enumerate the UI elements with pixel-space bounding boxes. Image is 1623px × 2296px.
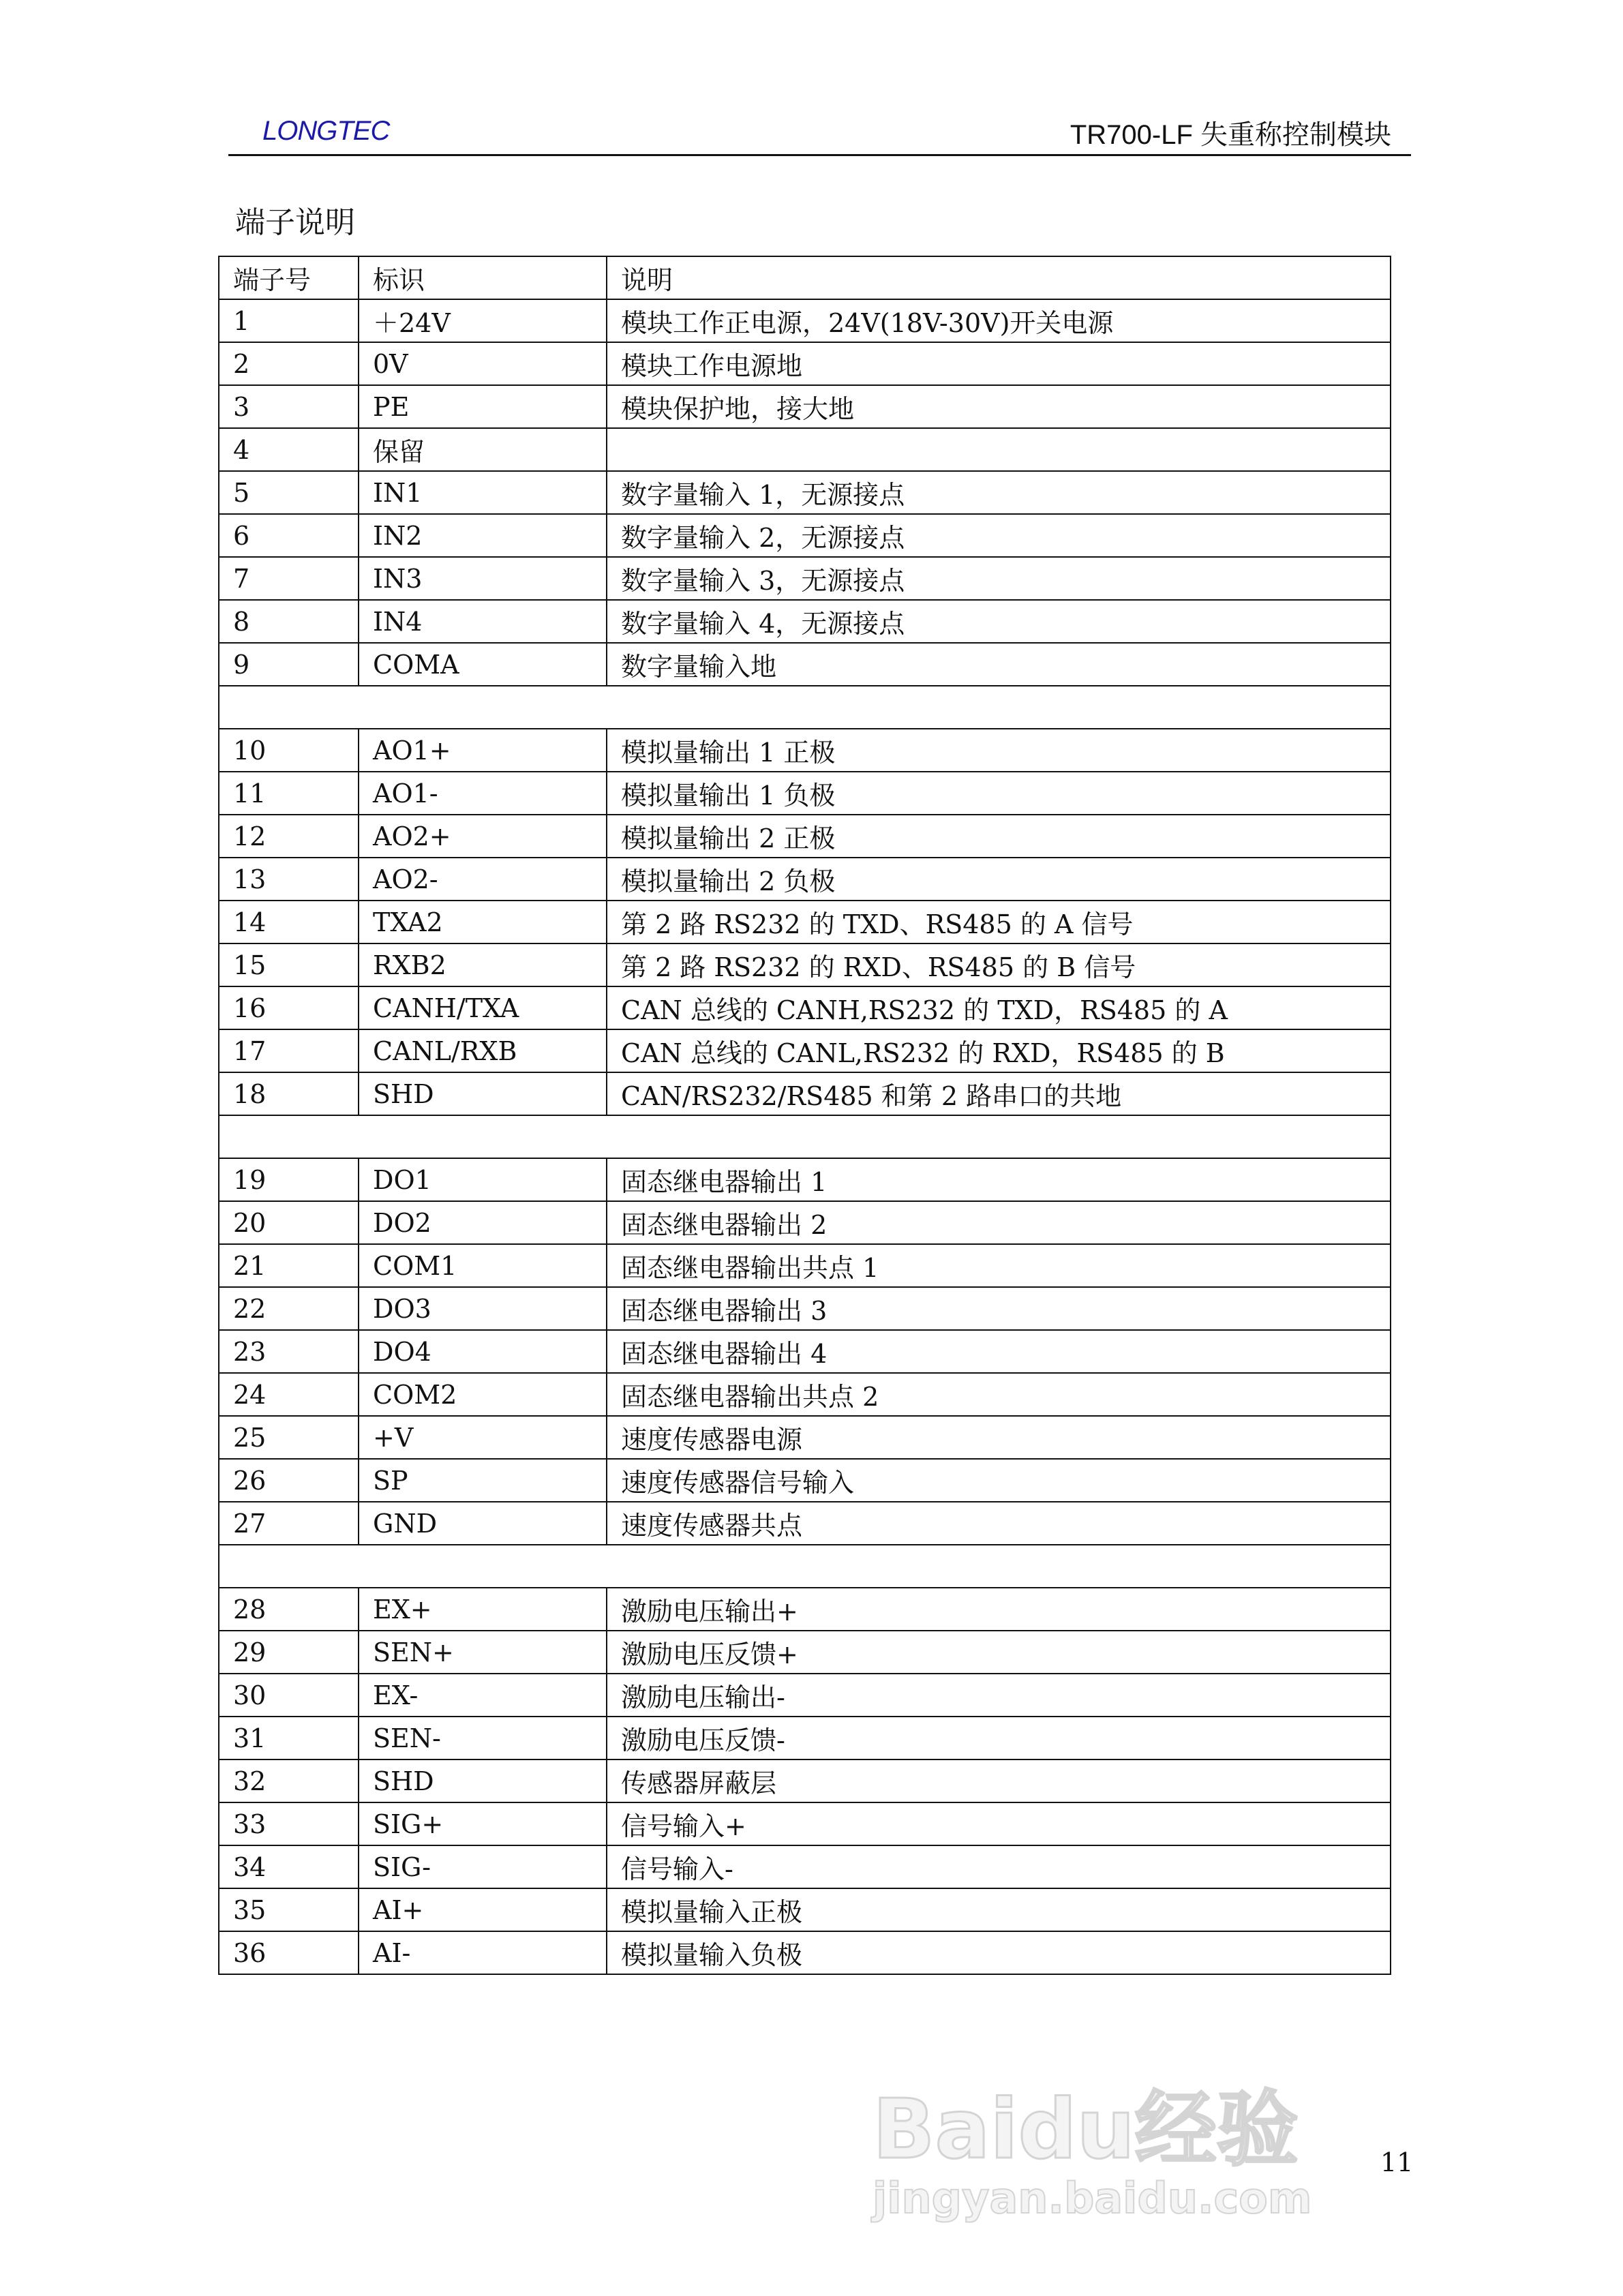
terminal-description: 第 2 路 RS232 的 TXD、RS485 的 A 信号 [607,901,1391,943]
terminal-label: EX+ [359,1588,607,1631]
terminal-number: 9 [219,643,359,686]
terminal-number: 17 [219,1029,359,1072]
table-row [219,1158,1391,1201]
terminal-label: AI+ [359,1888,607,1931]
table-row [219,986,1391,1029]
terminal-table [218,256,1391,1975]
terminal-number: 1 [219,299,359,342]
page-number: 11 [1380,2147,1414,2177]
column-header: 说明 [607,256,1391,299]
terminal-label: PE [359,385,607,428]
terminal-label: SHD [359,1759,607,1802]
table-row [219,1802,1391,1845]
terminal-label: CANH/TXA [359,986,607,1029]
terminal-description: 模拟量输出 1 正极 [607,729,1391,772]
table-row [219,901,1391,943]
table-row [219,1845,1391,1888]
terminal-number: 22 [219,1287,359,1330]
table-row [219,385,1391,428]
terminal-description: CAN 总线的 CANL,RS232 的 RXD，RS485 的 B [607,1029,1391,1072]
terminal-number: 4 [219,428,359,471]
terminal-description: 激励电压输出+ [607,1588,1391,1631]
terminal-label: EX- [359,1674,607,1717]
terminal-description: 激励电压反馈- [607,1717,1391,1759]
baidu-watermark [873,2083,1312,2223]
terminal-description: 速度传感器电源 [607,1416,1391,1459]
terminal-label: 0V [359,342,607,385]
table-row [219,858,1391,901]
terminal-label: COM1 [359,1244,607,1287]
table-row [219,471,1391,514]
terminal-number: 35 [219,1888,359,1931]
terminal-number: 16 [219,986,359,1029]
table-row [219,1330,1391,1373]
terminal-description: 第 2 路 RS232 的 RXD、RS485 的 B 信号 [607,943,1391,986]
terminal-number: 28 [219,1588,359,1631]
terminal-number: 34 [219,1845,359,1888]
terminal-number: 27 [219,1502,359,1545]
terminal-description: 模块工作正电源，24V(18V-30V)开关电源 [607,299,1391,342]
terminal-label: IN3 [359,557,607,600]
terminal-description: 固态继电器输出 1 [607,1158,1391,1201]
terminal-number: 32 [219,1759,359,1802]
terminal-description: 模拟量输出 2 负极 [607,858,1391,901]
terminal-label: +V [359,1416,607,1459]
table-row [219,943,1391,986]
terminal-number: 24 [219,1373,359,1416]
terminal-description: 模拟量输入负极 [607,1931,1391,1974]
table-row [219,1416,1391,1459]
table-row [219,1888,1391,1931]
table-row [219,1287,1391,1330]
document-title: TR700-LF 失重称控制模块 [1070,120,1391,150]
terminal-description: 数字量输入 1，无源接点 [607,471,1391,514]
table-row [219,1631,1391,1674]
terminal-description: 传感器屏蔽层 [607,1759,1391,1802]
table-row [219,729,1391,772]
table-row [219,1674,1391,1717]
terminal-label: TXA2 [359,901,607,943]
terminal-number: 2 [219,342,359,385]
terminal-label: SEN- [359,1717,607,1759]
terminal-label: SP [359,1459,607,1502]
terminal-description: 模拟量输入正极 [607,1888,1391,1931]
table-row [219,772,1391,815]
terminal-number: 11 [219,772,359,815]
terminal-label: DO2 [359,1201,607,1244]
terminal-label: ＋24V [359,299,607,342]
spacer-cell [219,686,1391,729]
header-divider [228,154,1411,156]
terminal-description: CAN 总线的 CANH,RS232 的 TXD，RS485 的 A [607,986,1391,1029]
terminal-number: 19 [219,1158,359,1201]
terminal-description: 固态继电器输出 2 [607,1201,1391,1244]
terminal-number: 23 [219,1330,359,1373]
terminal-number: 7 [219,557,359,600]
table-row [219,299,1391,342]
table-row [219,557,1391,600]
terminal-number: 6 [219,514,359,557]
terminal-label: SHD [359,1072,607,1115]
terminal-description: CAN/RS232/RS485 和第 2 路串口的共地 [607,1072,1391,1115]
terminal-label: AO1+ [359,729,607,772]
terminal-label: SEN+ [359,1631,607,1674]
column-header: 标识 [359,256,607,299]
terminal-number: 18 [219,1072,359,1115]
table-row [219,643,1391,686]
terminal-description: 模块保护地，接大地 [607,385,1391,428]
terminal-label: CANL/RXB [359,1029,607,1072]
table-spacer-row [219,1115,1391,1158]
terminal-description: 模拟量输出 1 负极 [607,772,1391,815]
table-row [219,1029,1391,1072]
terminal-number: 5 [219,471,359,514]
table-row [219,1201,1391,1244]
terminal-number: 14 [219,901,359,943]
table-row [219,1588,1391,1631]
section-title: 端子说明 [235,205,355,240]
terminal-label: AI- [359,1931,607,1974]
table-row [219,1459,1391,1502]
terminal-description: 数字量输入 4，无源接点 [607,600,1391,643]
terminal-number: 21 [219,1244,359,1287]
table-row [219,1759,1391,1802]
terminal-number: 10 [219,729,359,772]
terminal-label: COM2 [359,1373,607,1416]
terminal-label: SIG+ [359,1802,607,1845]
terminal-number: 8 [219,600,359,643]
terminal-number: 36 [219,1931,359,1974]
table-row [219,1072,1391,1115]
terminal-label: AO1- [359,772,607,815]
terminal-description: 激励电压反馈+ [607,1631,1391,1674]
table-row [219,342,1391,385]
terminal-label: IN1 [359,471,607,514]
terminal-number: 33 [219,1802,359,1845]
table-row [219,1717,1391,1759]
terminal-label: DO3 [359,1287,607,1330]
terminal-label: SIG- [359,1845,607,1888]
company-logo: LONGTEC [262,116,390,146]
terminal-number: 25 [219,1416,359,1459]
terminal-label: RXB2 [359,943,607,986]
terminal-label: AO2- [359,858,607,901]
table-row [219,815,1391,858]
table-row [219,1502,1391,1545]
terminal-number: 26 [219,1459,359,1502]
terminal-number: 20 [219,1201,359,1244]
terminal-description: 激励电压输出- [607,1674,1391,1717]
terminal-number: 29 [219,1631,359,1674]
terminal-description: 数字量输入地 [607,643,1391,686]
terminal-description: 模块工作电源地 [607,342,1391,385]
terminal-label: IN4 [359,600,607,643]
terminal-label: DO1 [359,1158,607,1201]
table-row [219,600,1391,643]
terminal-description: 固态继电器输出共点 1 [607,1244,1391,1287]
terminal-number: 13 [219,858,359,901]
terminal-label: AO2+ [359,815,607,858]
table-spacer-row [219,1545,1391,1588]
terminal-label: 保留 [359,428,607,471]
terminal-number: 3 [219,385,359,428]
watermark-url: jingyan.baidu.com [873,2173,1312,2223]
terminal-label: GND [359,1502,607,1545]
terminal-description: 信号输入- [607,1845,1391,1888]
terminal-description [607,428,1391,471]
column-header: 端子号 [219,256,359,299]
spacer-cell [219,1545,1391,1588]
terminal-label: COMA [359,643,607,686]
spacer-cell [219,1115,1391,1158]
terminal-number: 12 [219,815,359,858]
terminal-description: 数字量输入 3，无源接点 [607,557,1391,600]
watermark-logo-text: Baidu经验 [873,2083,1299,2177]
table-row [219,428,1391,471]
table-row [219,1244,1391,1287]
table-row [219,1931,1391,1974]
terminal-number: 31 [219,1717,359,1759]
terminal-description: 速度传感器共点 [607,1502,1391,1545]
terminal-description: 数字量输入 2，无源接点 [607,514,1391,557]
terminal-description: 模拟量输出 2 正极 [607,815,1391,858]
table-header-row [219,256,1391,299]
table-spacer-row [219,686,1391,729]
terminal-label: DO4 [359,1330,607,1373]
terminal-description: 速度传感器信号输入 [607,1459,1391,1502]
terminal-label: IN2 [359,514,607,557]
terminal-description: 固态继电器输出 4 [607,1330,1391,1373]
terminal-number: 15 [219,943,359,986]
table-row [219,1373,1391,1416]
terminal-number: 30 [219,1674,359,1717]
terminal-description: 固态继电器输出 3 [607,1287,1391,1330]
terminal-description: 固态继电器输出共点 2 [607,1373,1391,1416]
terminal-description: 信号输入+ [607,1802,1391,1845]
table-row [219,514,1391,557]
